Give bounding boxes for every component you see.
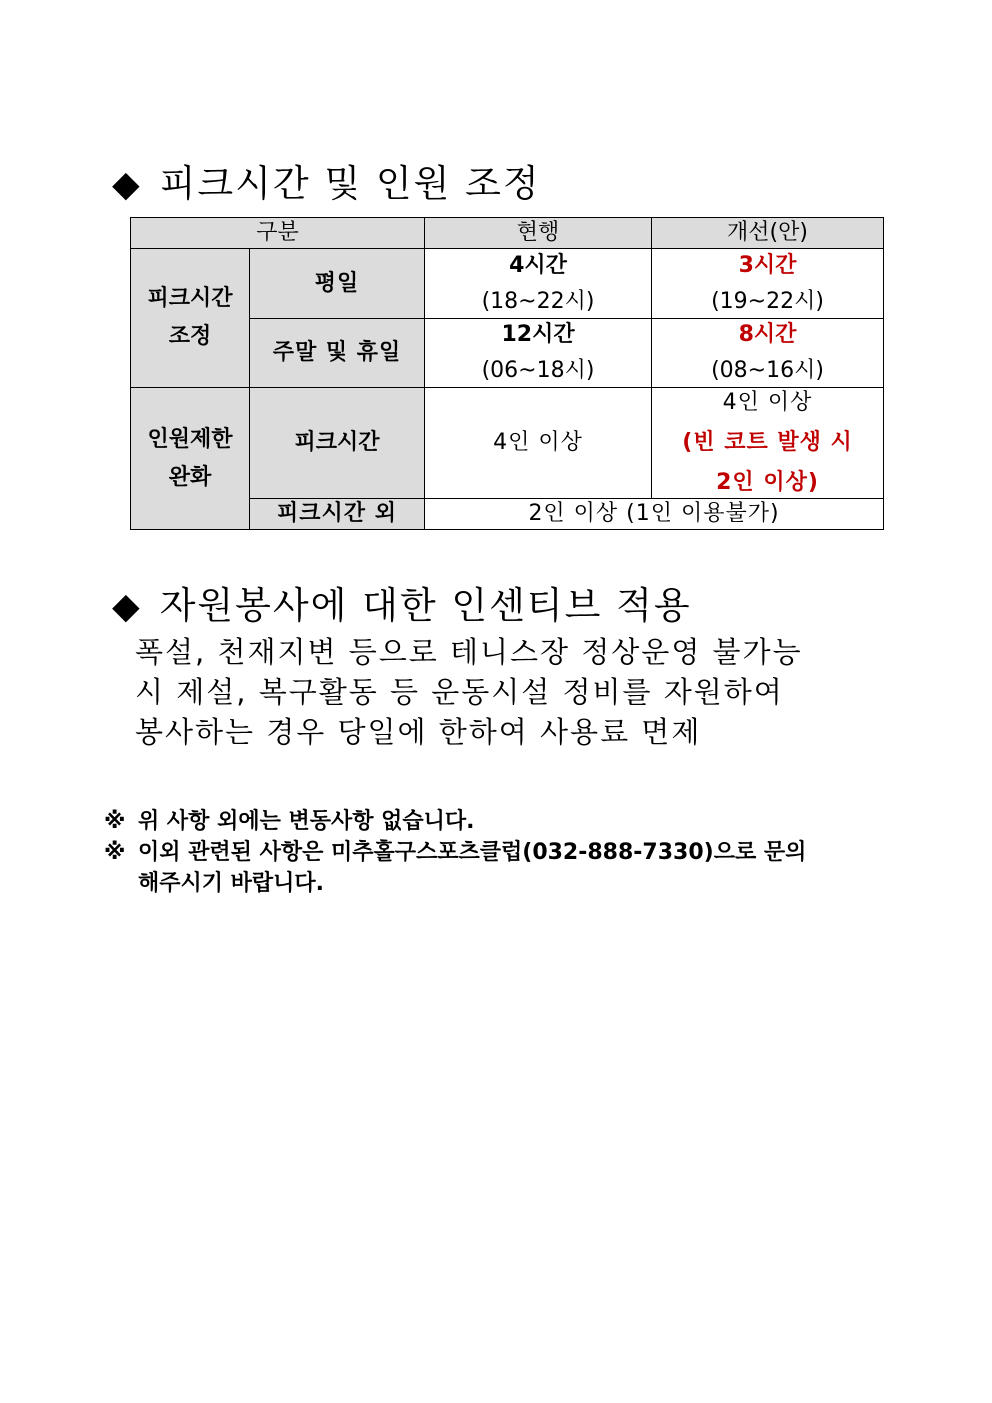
- group-label-line: 조정: [168, 324, 212, 349]
- group-label-line: 피크시간: [147, 286, 233, 311]
- group-label-limit: [131, 388, 250, 530]
- section-title: 피크시간 및 인원 조정: [159, 162, 541, 205]
- hours-text: 12시간: [501, 322, 575, 347]
- table-row: [131, 388, 884, 499]
- diamond-bullet-icon: ◆: [112, 586, 142, 627]
- section-heading-volunteer-incentive: [112, 584, 692, 629]
- cell-weekend-current: [425, 319, 652, 388]
- hours-text: 3시간: [738, 252, 797, 278]
- notes-block: [104, 806, 904, 899]
- note-item: [104, 806, 904, 837]
- row-label-weekday: 평일: [250, 249, 425, 319]
- paragraph-line: 폭설, 천재지변 등으로 테니스장 정상운영 불가능: [135, 635, 803, 669]
- adjustment-table: [130, 217, 884, 530]
- range-text: (19~22시): [711, 288, 824, 314]
- volunteer-paragraph: [135, 632, 905, 752]
- row-label-weekend: 주말 및 휴일: [250, 319, 425, 388]
- cell-weekday-improved: [652, 249, 884, 319]
- section-heading-peak-adjustment: [112, 162, 541, 207]
- header-improved: 개선(안): [652, 218, 884, 249]
- paragraph-line: 시 제설, 복구활동 등 운동시설 정비를 자원하여: [135, 675, 784, 709]
- hours-text: 4시간: [509, 252, 567, 278]
- table-header-row: [131, 218, 884, 249]
- cell-peak-current: 4인 이상: [425, 388, 652, 499]
- group-label-peak: [131, 249, 250, 388]
- note-text: 위 사항 외에는 변동사항 없습니다.: [138, 809, 475, 834]
- improved-line: (빈 코트 발생 시: [682, 430, 853, 455]
- range-text: (08~16시): [711, 358, 824, 383]
- section-title: 자원봉사에 대한 인센티브 적용: [159, 584, 692, 627]
- cell-weekend-improved: [652, 319, 884, 388]
- improved-line: 4인 이상: [722, 390, 813, 415]
- range-text: (18~22시): [481, 288, 595, 314]
- reference-mark-icon: ※: [104, 809, 126, 834]
- range-text: (06~18시): [481, 358, 595, 383]
- row-label-peak: 피크시간: [250, 388, 425, 499]
- hours-text: 8시간: [738, 322, 797, 347]
- reference-mark-icon: ※: [104, 840, 126, 865]
- cell-peak-improved: [652, 388, 884, 499]
- improved-line: 2인 이상): [716, 470, 819, 495]
- paragraph-line: 봉사하는 경우 당일에 한하여 사용료 면제: [135, 715, 702, 749]
- group-label-line: 완화: [168, 464, 212, 490]
- header-category: 구분: [131, 218, 425, 249]
- note-text-continued: 해주시기 바랍니다.: [138, 871, 325, 896]
- group-label-line: 인원제한: [147, 426, 233, 452]
- cell-weekday-current: [425, 249, 652, 319]
- row-label-offpeak: 피크시간 외: [250, 499, 425, 530]
- diamond-bullet-icon: ◆: [112, 164, 142, 205]
- header-current: 현행: [425, 218, 652, 249]
- note-item: [104, 837, 904, 868]
- note-text: 이외 관련된 사항은 미추홀구스포츠클럽(032-888-7330)으로 문의: [138, 840, 807, 865]
- table-row: [131, 249, 884, 319]
- cell-offpeak-value: 2인 이상 (1인 이용불가): [425, 499, 884, 530]
